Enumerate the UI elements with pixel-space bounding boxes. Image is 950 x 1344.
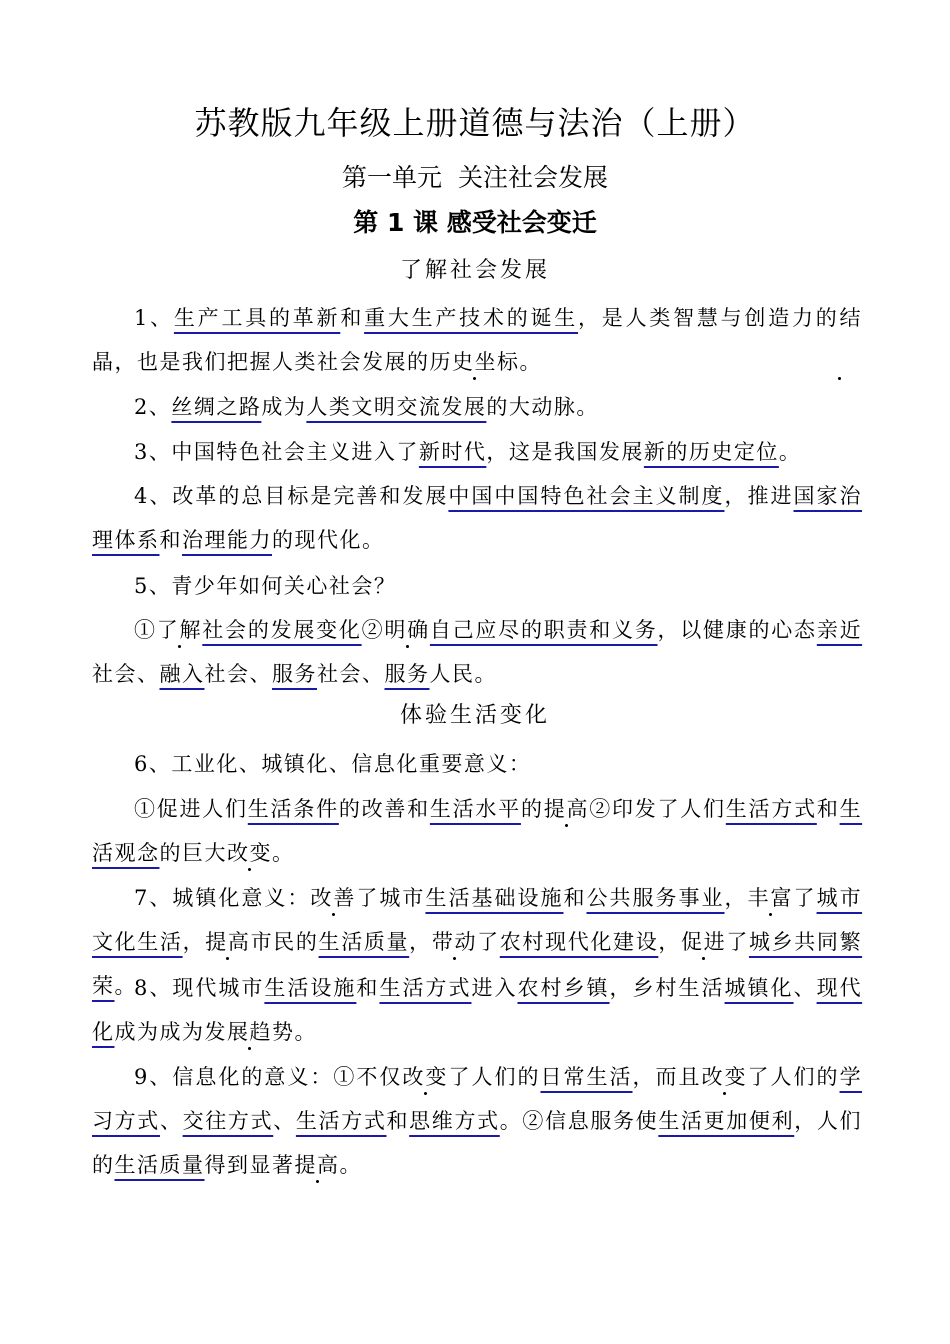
paragraph-4: 4、改革的总目标是完善和发展中国中国特色社会主义制度，推进国家治理体系和治理能力的现代化。: [92, 484, 863, 552]
unit-title: 第一单元 关注社会发展: [342, 163, 608, 192]
paragraph-6: 6、工业化、城镇化、信息化重要意义：: [134, 752, 532, 776]
paragraph-5: 5、青少年如何关心社会？: [134, 574, 397, 598]
lesson-title: 第 1 课 感受社会变迁: [353, 208, 597, 237]
paragraph-7: 7、城镇化意义：改善了城市生活基础设施和公共服务事业，丰富了城市文化生活，提高市民的生活质量，带动了农村现代化建设，促进了城乡共同繁荣。: [92, 886, 863, 998]
paragraph-9: 9、信息化的意义：①不仅改变了人们的日常生活，而且改变了人们的学习方式、交往方式、生活方式和思维方式。②信息服务使生活更加便利，人们的生活质量得到显著提高。: [92, 1065, 863, 1177]
document-title: 苏教版九年级上册道德与法治（上册）: [194, 104, 756, 142]
paragraph-3: 3、中国特色社会主义进入了新时代，这是我国发展新的历史定位。: [134, 440, 802, 464]
section-title-understand-development: 了解社会发展: [399, 258, 550, 283]
paragraph-2: 2、丝绸之路成为人类文明交流发展的大动脉。: [134, 395, 599, 419]
paragraph-5-answer: ①了解社会的发展变化②明确自己应尽的职责和义务，以健康的心态亲近社会、融入社会、服务社会、服务人民。: [92, 618, 863, 686]
paragraph-1: 1、生产工具的革新和重大生产技术的诞生，是人类智慧与创造力的结晶，也是我们把握人类社会发展的历史坐标。: [92, 306, 863, 374]
paragraph-6-answer: ①促进人们生活条件的改善和生活水平的提高②印发了人们生活方式和生活观念的巨大改变。: [92, 797, 863, 865]
paragraph-8: 8、现代城市生活设施和生活方式进入农村乡镇，乡村生活城镇化、现代化成为成为发展趋势。: [92, 976, 863, 1044]
section-title-experience-life-change: 体验生活变化: [399, 703, 550, 728]
